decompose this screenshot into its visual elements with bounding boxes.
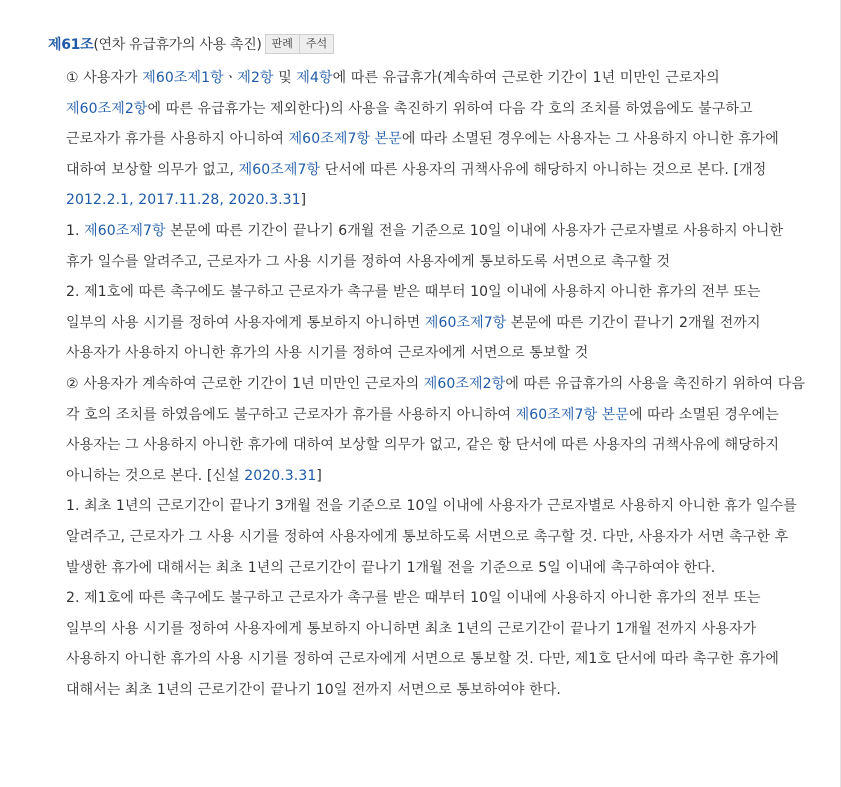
- paragraph-2-item-2: [66, 583, 806, 705]
- article-body: [66, 63, 806, 705]
- paragraph-text: ① 사용자가: [66, 70, 143, 86]
- paragraph-text: 단서에 따른 사용자의 귀책사유에 해당하지 아니하는 것으로 본다. [개정: [320, 161, 767, 178]
- paragraph-text: 에 따른 유급휴가의 사용을 촉진하기 위하여 다음 각 호의 조치를 하였음에도 불구하고 근로자가 휴가를 사용하지 아니하여: [66, 375, 806, 423]
- article-number[interactable]: 제61조: [48, 37, 94, 53]
- paragraph-text: ]: [300, 192, 307, 209]
- paragraph-1-item-2: [66, 277, 806, 369]
- paragraph-text: ② 사용자가 계속하여 근로한 기간이 1년 미만인 근로자의: [66, 375, 424, 392]
- paragraph-1: [66, 63, 806, 216]
- paragraph-text: 에 따라 소멸된 경우에는 사용자는 그 사용하지 아니한 휴가에 대하여 보상할 의무가 없고, 같은 항 단서에 따른 사용자의 귀책사유에 해당하지 아니하는 것으로 본다. [신설: [66, 406, 780, 484]
- paragraph-2: [66, 369, 806, 491]
- paragraph-text: 1.: [66, 222, 85, 239]
- law-reference-link[interactable]: 제60조제1항: [142, 70, 224, 86]
- paragraph-text: 1. 최초 1년의 근로기간이 끝나기 3개월 전을 기준으로 10일 이내에 사용자가 근로자별로 사용하지 아니한 휴가 일수를 알려주고, 근로자가 그 사용 시기를 정하여 사용자에게 통보하도록 서면으로 촉구할 것. 다만, 사용자가 서면 촉구한 후 발생한 휴가에 대해서는 최초 1년의 근로기간이 끝나기 1개월 전을 기준으로 5일 이내에 촉구하여야 한다.: [66, 498, 797, 576]
- paragraph-text: 에 따른 유급휴가(계속하여 근로한 기간이 1년 미만인 근로자의: [332, 70, 720, 86]
- precedent-button[interactable]: 판례: [265, 34, 300, 54]
- law-reference-link[interactable]: 제60조제7항: [84, 222, 166, 239]
- law-reference-link[interactable]: 제60조제7항 본문: [288, 131, 402, 148]
- paragraph-1-item-1: [66, 216, 806, 277]
- paragraph-text: 2. 제1호에 따른 촉구에도 불구하고 근로자가 촉구를 받은 때부터 10일 이내에 사용하지 아니한 휴가의 전부 또는 일부의 사용 시기를 정하여 사용자에게 통보하지 아니하면 최초 1년의 근로기간이 끝나기 1개월 전까지 사용자가 사용하지 아니한 휴가의 사용 시기를 정하여 근로자에게 서면으로 통보할 것. 다만, 제1호 단서에 따라 촉구한 휴가에 대해서는 최초 1년의 근로기간이 끝나기 10일 전까지 서면으로 통보하여야 한다.: [66, 590, 780, 698]
- law-reference-link[interactable]: 제2항: [237, 70, 274, 86]
- paragraph-text: 및: [273, 70, 297, 86]
- law-reference-link[interactable]: 제60조제7항: [238, 161, 321, 178]
- paragraph-text: 본문에 따른 기간이 끝나기 6개월 전을 기준으로 10일 이내에 사용자가 근로자별로 사용하지 아니한 휴가 일수를 알려주고, 근로자가 그 사용 시기를 정하여 사용자에게 통보하도록 서면으로 촉구할 것: [66, 222, 784, 270]
- paragraph-text: 본문에 따른 기간이 끝나기 2개월 전까지 사용자가 사용하지 아니한 휴가의 사용 시기를 정하여 근로자에게 서면으로 통보할 것: [66, 314, 761, 362]
- paragraph-2-item-1: [66, 491, 806, 583]
- paragraph-text: ]: [316, 467, 322, 484]
- paragraph-text: ㆍ: [223, 70, 238, 86]
- law-reference-link[interactable]: 2020.3.31: [244, 467, 317, 484]
- article-header: [48, 33, 334, 55]
- law-reference-link[interactable]: 제60조제2항: [423, 375, 506, 392]
- law-reference-link[interactable]: 제60조제7항 본문: [515, 406, 629, 423]
- annotation-button[interactable]: 주석: [300, 34, 334, 54]
- law-reference-link[interactable]: 제4항: [296, 70, 333, 86]
- article-title: (연차 유급휴가의 사용 촉진): [93, 37, 262, 53]
- law-reference-link[interactable]: 제60조제7항: [424, 314, 507, 331]
- paragraph-text: 에 따라 소멸된 경우에는 사용자는 그 사용하지 아니한 휴가에 대하여 보상할 의무가 없고,: [66, 131, 779, 178]
- paragraph-text: 2. 제1호에 따른 촉구에도 불구하고 근로자가 촉구를 받은 때부터 10일 이내에 사용하지 아니한 휴가의 전부 또는 일부의 사용 시기를 정하여 사용자에게 통보하지 아니하면: [66, 284, 761, 331]
- law-reference-link[interactable]: 2012.2.1, 2017.11.28, 2020.3.31: [66, 192, 301, 209]
- article-tag-group: [265, 34, 335, 54]
- paragraph-text: 에 따른 유급휴가는 제외한다)의 사용을 촉진하기 위하여 다음 각 호의 조치를 하였음에도 불구하고 근로자가 휴가를 사용하지 아니하여: [66, 100, 753, 148]
- law-reference-link[interactable]: 제60조제2항: [66, 100, 148, 117]
